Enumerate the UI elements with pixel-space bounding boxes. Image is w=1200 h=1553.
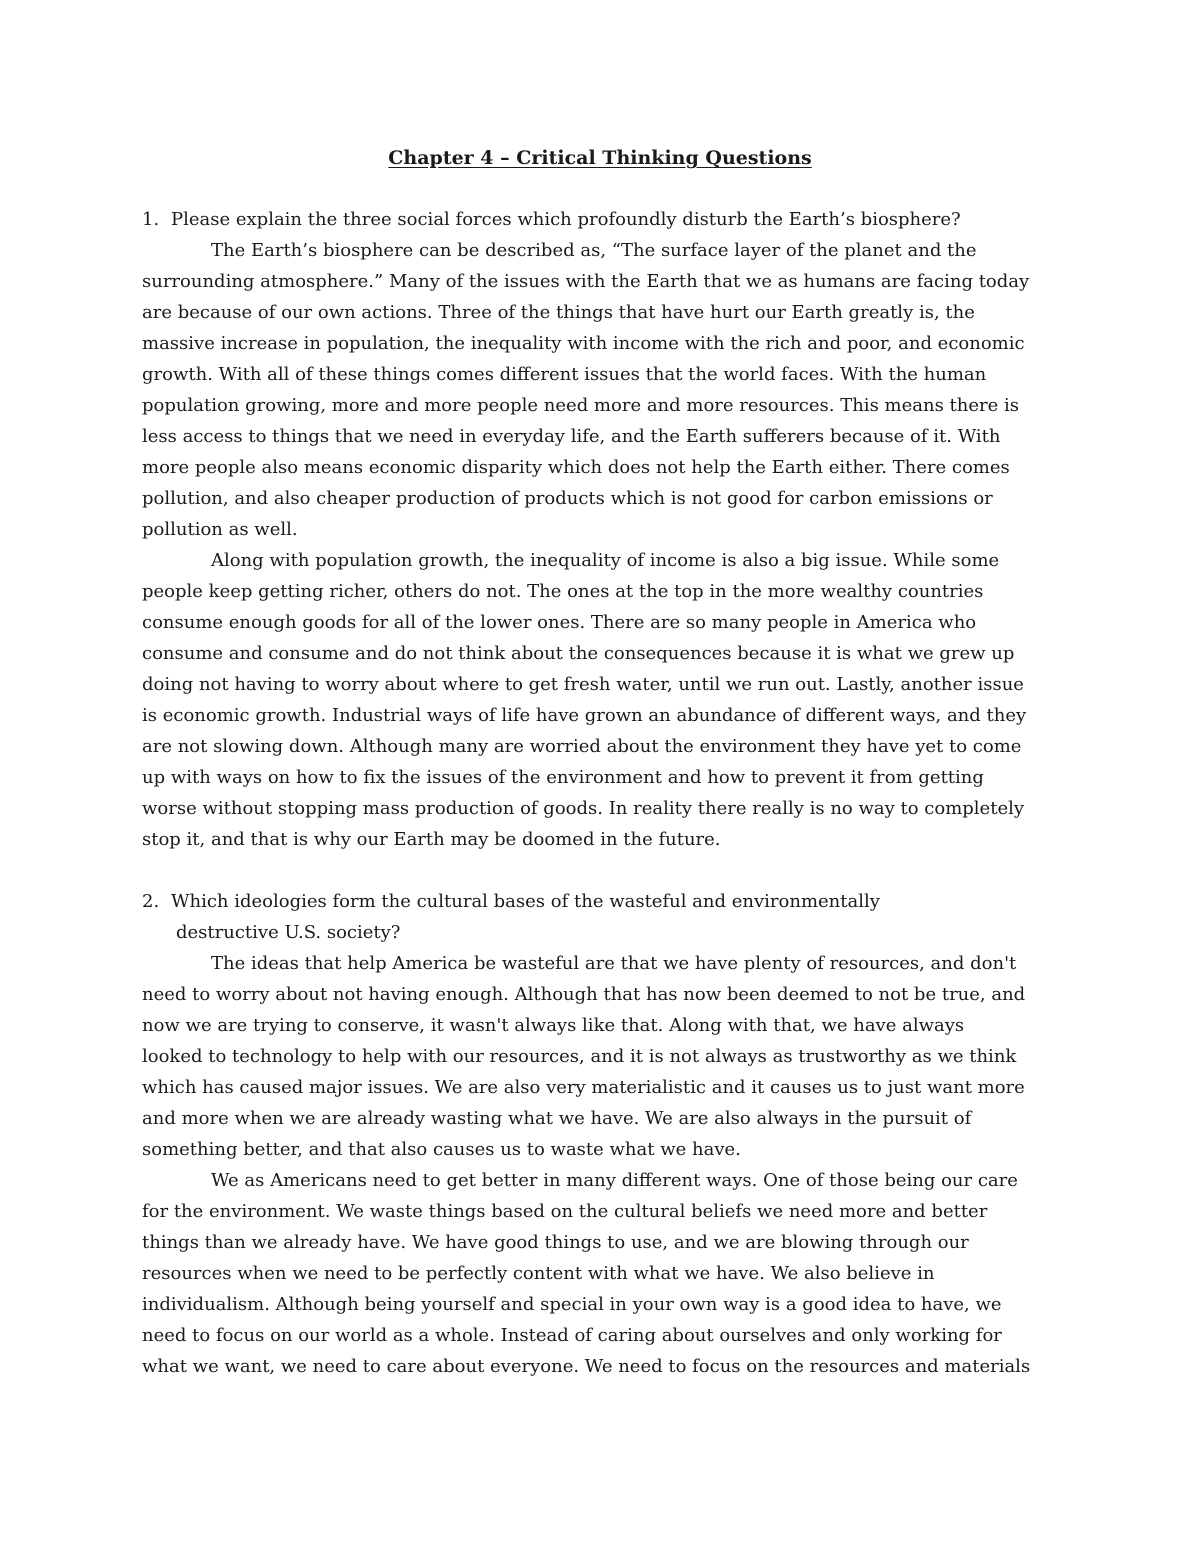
answer-2-line: The ideas that help America be wasteful are that we have plenty of resources, and don't (211, 953, 1017, 974)
document-body (142, 204, 1072, 1382)
answer-2-line: We as Americans need to get better in many different ways. One of those being our care (211, 1170, 1018, 1191)
answer-1-line: pollution, and also cheaper production of products which is not good for carbon emissions or (142, 488, 993, 509)
answer-2-line: what we want, we need to care about everyone. We need to focus on the resources and materials (142, 1356, 1031, 1377)
question-1-number: 1. (142, 209, 160, 230)
answer-2-line: which has caused major issues. We are also very materialistic and it causes us to just want more (142, 1077, 1025, 1098)
answer-1-line: people keep getting richer, others do not. The ones at the top in the more wealthy countries (142, 581, 984, 602)
answer-2-line: need to focus on our world as a whole. Instead of caring about ourselves and only working for (142, 1325, 1002, 1346)
answer-1-line: up with ways on how to fix the issues of the environment and how to prevent it from getting (142, 767, 984, 788)
paragraph-spacer (142, 855, 1072, 886)
question-1-heading (142, 204, 1072, 235)
answer-1-line: surrounding atmosphere.” Many of the issues with the Earth that we as humans are facing today (142, 271, 1030, 292)
answer-line (142, 545, 1072, 576)
answer-1-line: Along with population growth, the inequality of income is also a big issue. While some (211, 550, 1000, 571)
answer-1-line: worse without stopping mass production of goods. In reality there really is no way to completely (142, 798, 1025, 819)
question-1-text: Please explain the three social forces which profoundly disturb the Earth’s biosphere? (171, 209, 961, 230)
answer-1-line: population growing, more and more people need more and more resources. This means there is (142, 395, 1019, 416)
answer-1-line: is economic growth. Industrial ways of life have grown an abundance of different ways, and they (142, 705, 1027, 726)
answer-2-line: something better, and that also causes us to waste what we have. (142, 1139, 741, 1160)
answer-1-line: consume enough goods for all of the lower ones. There are so many people in America who (142, 612, 977, 633)
answer-line (142, 235, 1072, 266)
answer-2-line: individualism. Although being yourself and special in your own way is a good idea to have, we (142, 1294, 1002, 1315)
answer-2-line: and more when we are already wasting what we have. We are also always in the pursuit of (142, 1108, 972, 1129)
answer-1-line: more people also means economic disparity which does not help the Earth either. There comes (142, 457, 1010, 478)
answer-1-line: growth. With all of these things comes different issues that the world faces. With the human (142, 364, 987, 385)
answer-1-line: less access to things that we need in everyday life, and the Earth sufferers because of it. With (142, 426, 1001, 447)
answer-1-line: pollution as well. (142, 519, 298, 540)
answer-2-line: resources when we need to be perfectly content with what we have. We also believe in (142, 1263, 935, 1284)
question-2-text: Which ideologies form the cultural bases of the wasteful and environmentally (171, 891, 880, 912)
answer-1-line: are because of our own actions. Three of the things that have hurt our Earth greatly is, the (142, 302, 975, 323)
answer-1-line: are not slowing down. Although many are worried about the environment they have yet to come (142, 736, 1022, 757)
answer-1-line: massive increase in population, the inequality with income with the rich and poor, and economic (142, 333, 1025, 354)
question-2-number: 2. (142, 891, 160, 912)
answer-line (142, 948, 1072, 979)
answer-2-line: for the environment. We waste things based on the cultural beliefs we need more and better (142, 1201, 988, 1222)
answer-1-line: consume and consume and do not think about the consequences because it is what we grew up (142, 643, 1015, 664)
answer-1-line: The Earth’s biosphere can be described as, “The surface layer of the planet and the (211, 240, 977, 261)
question-2-heading-cont (142, 917, 1072, 948)
answer-2-line: now we are trying to conserve, it wasn't always like that. Along with that, we have always (142, 1015, 965, 1036)
answer-2-line: looked to technology to help with our resources, and it is not always as trustworthy as we think (142, 1046, 1017, 1067)
answer-1-line: doing not having to worry about where to get fresh water, until we run out. Lastly, another issue (142, 674, 1024, 695)
question-2-text-cont: destructive U.S. society? (176, 922, 401, 943)
answer-2-line: need to worry about not having enough. Although that has now been deemed to not be true, and (142, 984, 1026, 1005)
page-title: Chapter 4 – Critical Thinking Questions (388, 147, 812, 169)
answer-1-line: stop it, and that is why our Earth may be doomed in the future. (142, 829, 721, 850)
question-2-heading (142, 886, 1072, 917)
answer-2-line: things than we already have. We have good things to use, and we are blowing through our (142, 1232, 969, 1253)
answer-line (142, 1165, 1072, 1196)
